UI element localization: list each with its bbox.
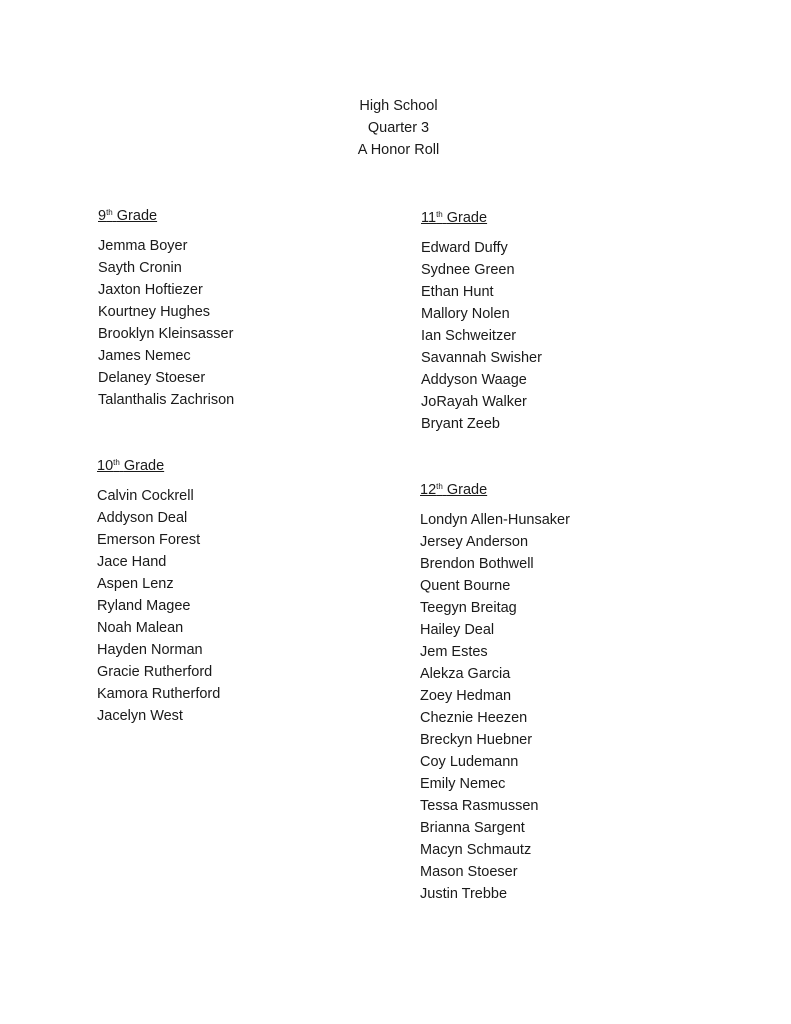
student-name: Justin Trebbe (420, 886, 508, 902)
student-name: Jersey Anderson (420, 534, 529, 550)
student-name: Addyson Waage (421, 372, 527, 388)
student-name: Londyn Allen-Hunsaker (420, 512, 570, 528)
grade-heading (421, 204, 542, 226)
student-name: Savannah Swisher (421, 350, 542, 366)
student-name: Quent Bourne (420, 578, 511, 594)
grade-heading (420, 476, 570, 498)
student-name: Jace Hand (97, 554, 167, 570)
student-name: Sayth Cronin (98, 260, 182, 276)
student-name: Calvin Cockrell (97, 488, 194, 504)
student-name: Mason Stoeser (420, 864, 518, 880)
grade-number: 9 (98, 208, 107, 224)
student-name: Gracie Rutherford (97, 664, 213, 680)
student-name: Jem Estes (420, 644, 488, 660)
student-name: Addyson Deal (97, 510, 188, 526)
quarter-title: Quarter 3 (367, 120, 430, 136)
student-name: Brendon Bothwell (420, 556, 534, 572)
student-list (98, 235, 234, 411)
student-name: Jaxton Hoftiezer (98, 282, 203, 298)
student-name: Ryland Magee (97, 598, 191, 614)
grade-number: 12 (420, 482, 437, 498)
honor-roll-title: A Honor Roll (357, 142, 440, 158)
student-name: Mallory Nolen (421, 306, 510, 322)
student-name: Zoey Hedman (420, 688, 512, 704)
grade-10-section (97, 452, 220, 727)
student-name: Ian Schweitzer (421, 328, 517, 344)
student-list (421, 237, 542, 435)
student-name: James Nemec (98, 348, 191, 364)
student-name: Hailey Deal (420, 622, 495, 638)
student-name: Bryant Zeeb (421, 416, 500, 432)
student-name: Sydnee Green (421, 262, 515, 278)
grade-suffix: th (436, 482, 443, 491)
student-list (420, 509, 570, 905)
student-name: Alekza Garcia (420, 666, 511, 682)
student-name: Tessa Rasmussen (420, 798, 539, 814)
student-name: Brooklyn Kleinsasser (98, 326, 234, 342)
student-name: Coy Ludemann (420, 754, 519, 770)
grade-heading (98, 202, 234, 224)
student-name: Emerson Forest (97, 532, 201, 548)
grade-suffix: th (106, 208, 113, 217)
student-name: Brianna Sargent (420, 820, 525, 836)
student-name: Delaney Stoeser (98, 370, 206, 386)
student-name: Kourtney Hughes (98, 304, 211, 320)
grade-12-section (420, 476, 570, 905)
student-name: Aspen Lenz (97, 576, 174, 592)
student-name: Emily Nemec (420, 776, 506, 792)
student-name: Noah Malean (97, 620, 184, 636)
grade-suffix: th (436, 210, 443, 219)
student-name: Jacelyn West (97, 708, 183, 724)
grade-number: 11 (421, 210, 437, 226)
student-name: Jemma Boyer (98, 238, 188, 254)
student-name: Kamora Rutherford (97, 686, 221, 702)
grade-label: Grade (116, 208, 158, 224)
grade-suffix: th (113, 458, 120, 467)
student-name: Macyn Schmautz (420, 842, 532, 858)
student-name: Talanthalis Zachrison (98, 392, 235, 408)
student-name: Edward Duffy (421, 240, 508, 256)
student-name: Breckyn Huebner (420, 732, 533, 748)
student-name: Cheznie Heezen (420, 710, 528, 726)
student-name: Teegyn Breitag (420, 600, 517, 616)
grade-9-section (98, 202, 234, 411)
grade-heading (97, 452, 220, 474)
student-list (97, 485, 220, 727)
grade-label: Grade (446, 482, 488, 498)
grade-label: Grade (446, 210, 488, 226)
student-name: Hayden Norman (97, 642, 203, 658)
school-title: High School (359, 98, 438, 114)
student-name: Ethan Hunt (421, 284, 494, 300)
grade-11-section (421, 204, 542, 435)
grade-label: Grade (123, 458, 165, 474)
student-name: JoRayah Walker (421, 394, 527, 410)
grade-number: 10 (97, 458, 114, 474)
